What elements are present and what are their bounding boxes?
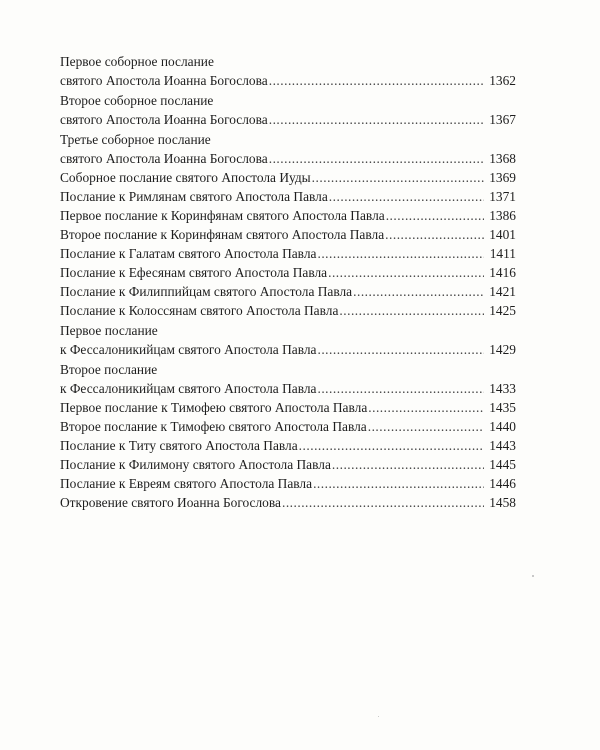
toc-entry: [60, 91, 516, 129]
toc-entry-title: Послание к Колоссянам святого Апостола Павла: [60, 303, 339, 318]
dot-leader: [317, 379, 484, 398]
toc-entry: [60, 130, 516, 168]
toc-entry-line: [60, 206, 516, 225]
scan-speck: [532, 575, 534, 577]
toc-entry-page: 1362: [489, 73, 516, 88]
toc-entry-title: Послание к Ефесянам святого Апостола Павла: [60, 265, 328, 280]
toc-entry-page: 1429: [489, 342, 516, 357]
toc-entry-line: [60, 301, 516, 320]
dot-leader: [269, 71, 484, 90]
toc-entry-title-line1: Второе послание: [60, 362, 158, 377]
toc-entry-line: [60, 110, 516, 129]
toc-entry-title: Послание к Филиппийцам святого Апостола Павла: [60, 284, 353, 299]
toc-entry-title-line1: Третье соборное послание: [60, 132, 211, 147]
dot-leader: [385, 225, 484, 244]
toc-entry-line: [60, 187, 516, 206]
dot-leader: [317, 244, 484, 263]
dot-leader: [329, 187, 484, 206]
toc-entry-page: 1416: [489, 265, 516, 280]
toc-entry-page: 1458: [489, 495, 516, 510]
toc-entry-line: [60, 340, 516, 359]
toc-entry-title: Второе послание к Коринфянам святого Апостола Павла: [60, 227, 385, 242]
toc-entry-page: 1445: [489, 457, 516, 472]
toc-entry-title: Послание к Филимону святого Апостола Павла: [60, 457, 331, 472]
toc-entry-page: 1425: [489, 303, 516, 318]
toc-entry-page: 1440: [489, 419, 516, 434]
toc-entry-title: Соборное послание святого Апостола Иуды: [60, 170, 311, 185]
toc-entry-title: Первое послание к Тимофею святого Апостола Павла: [60, 400, 368, 415]
toc-entry-page: 1367: [489, 112, 516, 127]
toc-entry-title: святого Апостола Иоанна Богослова: [60, 73, 268, 88]
toc-entry: [60, 206, 516, 225]
toc-entry-title-line1: Первое соборное послание: [60, 54, 214, 69]
toc-entry-title-line1: Первое послание: [60, 323, 158, 338]
toc-entry: [60, 321, 516, 359]
toc-entry-line: [60, 71, 516, 90]
toc-entry-title: Послание к Римлянам святого Апостола Павла: [60, 189, 328, 204]
toc-entry-page: 1435: [489, 400, 516, 415]
toc-entry: [60, 244, 516, 263]
toc-entry: [60, 417, 516, 436]
dot-leader: [312, 168, 484, 187]
dot-leader: [269, 149, 484, 168]
toc-entry: [60, 282, 516, 301]
toc-entry-title: к Фессалоникийцам святого Апостола Павла: [60, 381, 317, 396]
toc-entry-line: [60, 398, 516, 417]
dot-leader: [339, 301, 484, 320]
toc-entry-page: 1446: [489, 476, 516, 491]
toc-entry-title: Откровение святого Иоанна Богослова: [60, 495, 281, 510]
toc-entry-line: [60, 417, 516, 436]
dot-leader: [386, 206, 484, 225]
toc-entry: [60, 493, 516, 512]
dot-leader: [368, 398, 484, 417]
toc-entry: [60, 225, 516, 244]
dot-leader: [313, 474, 484, 493]
toc-entry-page: 1401: [489, 227, 516, 242]
toc-entry: [60, 187, 516, 206]
toc-entry-page: 1369: [489, 170, 516, 185]
dot-leader: [328, 263, 484, 282]
toc-entry-line: [60, 474, 516, 493]
toc-entry-page: 1371: [489, 189, 516, 204]
toc-entry-page: 1421: [489, 284, 516, 299]
toc-entry-title: святого Апостола Иоанна Богослова: [60, 112, 268, 127]
toc-entry: [60, 360, 516, 398]
toc-entry-line: [60, 168, 516, 187]
toc-entry-line: [60, 244, 516, 263]
toc-entry-page: 1411: [489, 246, 516, 261]
dot-leader: [299, 436, 484, 455]
toc-entry: [60, 474, 516, 493]
dot-leader: [317, 340, 484, 359]
toc-entry-page: 1433: [489, 381, 516, 396]
toc-entry-title: Первое послание к Коринфянам святого Апостола Павла: [60, 208, 385, 223]
toc-entry-title-line1: Второе соборное послание: [60, 93, 214, 108]
toc-entry-page: 1368: [489, 151, 516, 166]
toc-entry: [60, 168, 516, 187]
dot-leader: [282, 493, 484, 512]
toc-entry: [60, 301, 516, 320]
toc-entry-page: 1443: [489, 438, 516, 453]
toc-entry: [60, 436, 516, 455]
toc-entry-line: [60, 493, 516, 512]
toc-entry-line: [60, 455, 516, 474]
toc-entry-title: Послание к Евреям святого Апостола Павла: [60, 476, 313, 491]
scan-speck: [378, 716, 379, 717]
toc-entry-title: к Фессалоникийцам святого Апостола Павла: [60, 342, 317, 357]
toc-entry: [60, 263, 516, 282]
toc-entry-title: Послание к Галатам святого Апостола Павла: [60, 246, 317, 261]
toc-entry-title: Послание к Титу святого Апостола Павла: [60, 438, 298, 453]
toc-entry-line: [60, 379, 516, 398]
toc-entry-title: Второе послание к Тимофею святого Апостола Павла: [60, 419, 367, 434]
toc-entry-line: [60, 282, 516, 301]
toc-entry-line: [60, 436, 516, 455]
dot-leader: [353, 282, 484, 301]
toc-entry: [60, 52, 516, 90]
dot-leader: [332, 455, 484, 474]
toc-entry-title: святого Апостола Иоанна Богослова: [60, 151, 268, 166]
toc-entry-page: 1386: [489, 208, 516, 223]
table-of-contents: [60, 51, 516, 512]
toc-entry-line: [60, 225, 516, 244]
toc-entry-line: [60, 263, 516, 282]
dot-leader: [269, 110, 484, 129]
dot-leader: [368, 417, 484, 436]
toc-entry-line: [60, 149, 516, 168]
toc-entry: [60, 398, 516, 417]
toc-entry: [60, 455, 516, 474]
